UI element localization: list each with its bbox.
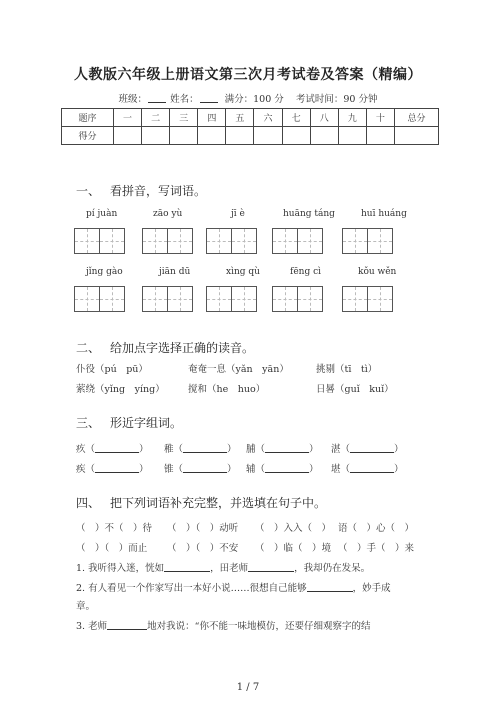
answer-blank[interactable] [350,442,394,453]
score-header: 十 [366,109,394,127]
writing-box[interactable] [206,286,256,312]
char-item: 堪（ ） [331,464,404,475]
section-1-heading [76,182,206,199]
pinyin: pí juàn [86,209,118,219]
answer-blank[interactable] [164,561,210,572]
char: 疾 [76,464,86,475]
name-blank[interactable] [200,93,218,103]
pinyin: jiān dū [159,267,191,277]
pronunciation-item [76,381,165,395]
class-label: 班级： [118,94,148,105]
pronunciation-item [316,381,394,395]
question-text: 3. 老师 [76,621,108,632]
question-2 [76,580,391,594]
char-item: 疚（ ） [76,444,149,455]
full-score: 满分：100 分 [224,94,284,105]
score-header-row [62,109,439,127]
pinyin-options[interactable]: （tī tì） [335,364,378,375]
question-1 [76,560,370,574]
answer-blank[interactable] [265,462,309,473]
score-cell[interactable] [366,127,394,145]
score-cell[interactable] [170,127,198,145]
writing-box[interactable] [142,228,192,254]
char: 疚 [76,444,86,455]
char-item: 锥（ ） [164,464,237,475]
pinyin-options[interactable]: （pú pū） [95,364,148,375]
answer-blank[interactable] [183,442,227,453]
question-text: 2. 有人看见一个作家写出一本好小说……很想自己能够 [76,583,307,594]
class-blank[interactable] [148,93,166,103]
word: 萦绕 [76,384,96,395]
pinyin: fēng cì [290,267,321,277]
answer-blank[interactable] [183,462,227,473]
char-item: 疾（ ） [76,464,149,475]
writing-box[interactable] [272,228,322,254]
answer-blank[interactable] [95,462,139,473]
score-cell[interactable] [198,127,226,145]
score-cell[interactable] [310,127,338,145]
pinyin-options[interactable]: （he huo） [207,384,266,395]
answer-blank[interactable] [350,462,394,473]
word: 日晷 [316,384,336,395]
score-cell[interactable] [254,127,282,145]
writing-box[interactable] [74,286,124,312]
score-row [62,127,439,145]
writing-box[interactable] [342,286,392,312]
char: 锥 [164,464,174,475]
score-header: 九 [338,109,366,127]
score-cell[interactable] [114,127,142,145]
pinyin: xìng qù [226,267,260,277]
char: 脯 [246,444,256,455]
exam-time: 考试时间：90 分钟 [295,94,378,105]
pinyin-options[interactable]: （yǐng yíng） [95,384,165,395]
writing-box[interactable] [142,286,192,312]
score-header: 三 [170,109,198,127]
pronunciation-item [188,381,265,395]
char: 堪 [331,464,341,475]
page-title: 人教版六年级上册语文第三次月考试卷及答案（精编） [74,67,422,83]
char-item: 稚（ ） [164,444,237,455]
question-3 [76,618,370,632]
score-header: 四 [198,109,226,127]
pronunciation-item [316,361,377,375]
question-text: 1. 我听得入迷，恍如 [76,563,165,574]
section-title: 看拼音，写词语。 [110,184,207,198]
question-2-cont: 章。 [76,601,96,612]
char-item: 脯（ ） [246,444,319,455]
section-number: 四、 [76,496,101,510]
char-item: 辅（ ） [246,464,319,475]
writing-box[interactable] [74,228,124,254]
answer-blank[interactable] [265,442,309,453]
section-4-heading [76,494,326,511]
score-header: 六 [254,109,282,127]
section-title: 把下列词语补充完整，并选填在句子中。 [110,496,327,510]
question-text: ，田老师 [210,563,249,574]
pinyin-options[interactable]: （yǎn yān） [226,364,289,375]
section-3-heading [76,414,182,431]
pinyin: huāng táng [283,209,335,219]
section-2-heading [76,339,254,356]
section-number: 一、 [76,184,101,198]
pinyin-options[interactable]: （guǐ kuǐ） [335,384,394,395]
idiom-item[interactable]: （ ）临（ ）境 [255,543,332,554]
pronunciation-item [76,361,148,375]
writing-box[interactable] [342,228,392,254]
score-header: 八 [310,109,338,127]
name-label: 姓名： [170,94,199,105]
score-cell[interactable] [338,127,366,145]
idiom-item[interactable]: （ ）（ ）动听 [167,523,239,534]
pinyin: jǐng gào [86,267,123,277]
word: 挑剔 [316,364,336,375]
idiom-item[interactable]: （ ）手（ ）来 [338,543,415,554]
idiom-item[interactable]: （ ）（ ）不安 [167,543,239,554]
exam-meta [0,91,496,105]
idiom-item[interactable]: （ ）（ ）而止 [76,543,148,554]
word: 仆役 [76,364,96,375]
score-cell[interactable] [142,127,170,145]
score-cell[interactable] [226,127,254,145]
page-number: 1 / 7 [236,682,260,693]
question-text: ，我却仍在发呆。 [294,563,371,574]
score-header: 题序 [62,109,114,127]
score-cell[interactable] [282,127,310,145]
pinyin: zāo yù [153,209,183,219]
answer-blank[interactable] [107,619,147,630]
section-title: 给加点字选择正确的读音。 [110,341,255,355]
question-text: ，妙手成 [352,583,391,594]
char: 湛 [331,444,341,455]
idiom-item[interactable]: 语（ ）心（ ） [338,523,415,534]
question-text: 地对我说：“你不能一味地模仿，还要仔细观察字的结 [147,621,371,632]
section-title: 形近字组词。 [110,416,183,430]
idiom-item[interactable]: （ ）入入（ ） [255,523,332,534]
char: 稚 [164,444,174,455]
answer-blank[interactable] [95,442,139,453]
score-cell[interactable] [395,127,439,145]
word: 奄奄一息 [188,364,227,375]
idiom-item[interactable]: （ ）不（ ）待 [76,523,153,534]
char: 辅 [246,464,256,475]
section-number: 三、 [76,416,101,430]
word: 搅和 [188,384,208,395]
writing-box[interactable] [272,286,322,312]
answer-blank[interactable] [307,581,353,592]
score-header: 二 [142,109,170,127]
score-row-label: 得分 [62,127,114,145]
score-header: 七 [282,109,310,127]
pinyin: jī è [231,209,245,219]
pronunciation-item [188,361,289,375]
pinyin: kǒu wěn [358,267,397,277]
pinyin: huī huáng [361,209,407,219]
score-header: 总分 [395,109,439,127]
score-header: 五 [226,109,254,127]
answer-blank[interactable] [248,561,294,572]
writing-box[interactable] [206,228,256,254]
score-table [61,108,439,145]
char-item: 湛（ ） [331,444,404,455]
section-number: 二、 [76,341,101,355]
score-header: 一 [114,109,142,127]
